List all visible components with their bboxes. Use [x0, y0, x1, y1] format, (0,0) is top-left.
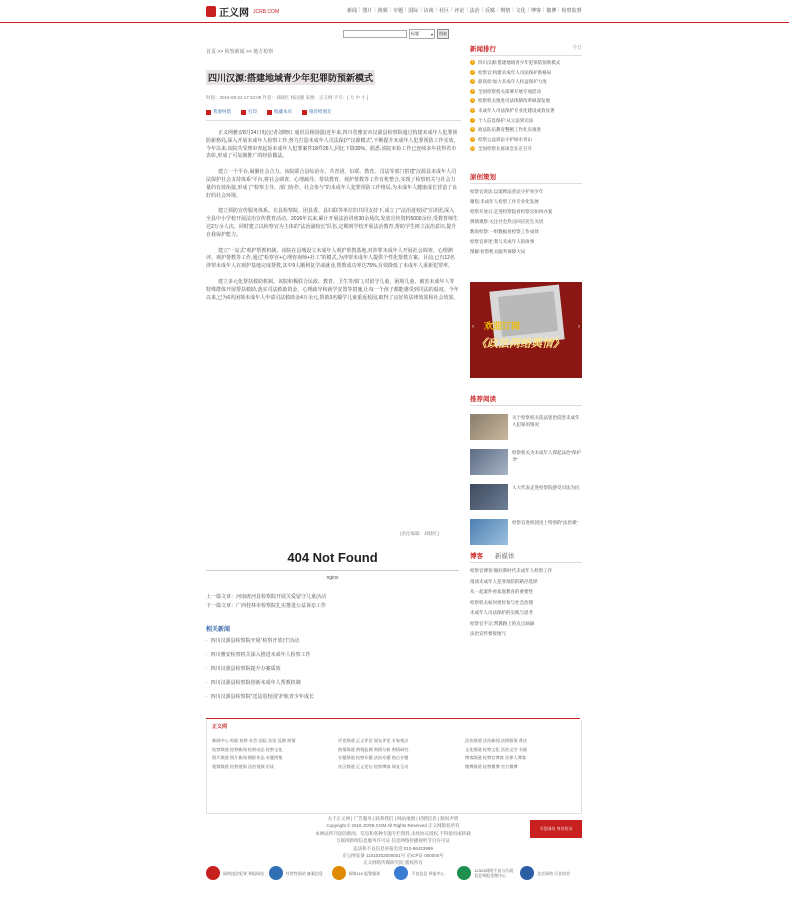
footer-info-line: 本网站所刊登的新闻、信息和各种专题专栏资料,未经协议授权,不得使用或转载	[315, 830, 471, 836]
rank-number-icon: 6	[471, 107, 474, 112]
footer-link-row[interactable]: 视频频道 检察视频 法治视频 访谈	[212, 763, 275, 769]
badge-text: 北京网络 行业协会	[536, 870, 571, 876]
nav-link[interactable]: 专题	[392, 8, 403, 14]
footer-info-line: Copyright © 2016 JCRB.COM All Rights Reserved 正义网版权所有	[326, 823, 460, 829]
footer-info-line: 互联网新闻信息服务许可证 信息网络传播视听节目许可证	[336, 838, 450, 844]
footer-badge[interactable]	[269, 866, 329, 880]
footer-link-row[interactable]: 博客频道 检察官博客 法律人博客	[465, 755, 526, 760]
header-divider	[0, 22, 789, 23]
planning-item[interactable]: 图解:检察机关服务保障大局	[470, 249, 526, 254]
reading-item-text: 关于检察机关依法惩治侵害未成年人犯罪的情况	[512, 415, 580, 427]
rank-number-icon: 3	[471, 79, 474, 84]
planning-item[interactable]: 检察官说法:以案释法普法守护青少年	[470, 189, 544, 194]
footer-column-3	[465, 737, 577, 771]
search-input[interactable]	[343, 30, 407, 38]
ranking-item[interactable]	[470, 96, 582, 106]
bullet-icon: ·	[206, 680, 208, 686]
badge-icon	[457, 866, 471, 880]
blog-item[interactable]: 法治宣传要接地气	[470, 631, 506, 636]
promo-line1: 欢迎订阅	[484, 321, 521, 331]
article-paragraph: 正义网雅安8月24日电(记者刘晓红 通讯员杨国强)近年来,四川省雅安市汉源县检察院通过构建未成年人犯罪预防新格局,深入开展未成年人检察工作,努力打造未成年人司法保护“汉源模式”,不断提升未成年人犯罪预防工作实效。今年以来,该院共受理审查起诉未成年人犯罪案件18件26人,同比下降30%。据悉,该院未检工作已连续多年获得省市表彰,形成了可复制推广的经验做法。	[206, 130, 459, 160]
report-error-button[interactable]: 我要纠错	[206, 109, 231, 115]
rank-number-icon: 5	[471, 98, 474, 103]
footer-link-row[interactable]: 社区频道 正义论坛 检察博客 网友互动	[338, 763, 409, 769]
related-news-item[interactable]	[206, 690, 314, 704]
ranking-item-text: 检察公益诉讼守护绿水青山	[478, 136, 532, 142]
footer-info-line[interactable]: 关于正义网 | 广告服务 | 联系我们 | 网站地图 | 招聘信息 | 版权声明	[327, 816, 459, 821]
share-button[interactable]: 推荐给朋友	[302, 109, 332, 115]
news-ranking	[470, 44, 582, 154]
nav-separator: |	[450, 7, 453, 13]
rank-number-icon: 2	[471, 69, 474, 74]
related-news-text: 四川汉源县检察院“送法进校园”护航青少年成长	[210, 694, 315, 700]
nav-link[interactable]: 检察监督	[561, 8, 582, 14]
search-type-select[interactable]	[409, 29, 435, 39]
rank-number-icon: 1	[471, 60, 474, 64]
badge-text: 网络违法犯罪 举报网站	[223, 870, 265, 876]
ranking-item-text: 未成年人司法保护专业化建设成效显著	[478, 107, 555, 113]
nav-link[interactable]: 舆情	[500, 8, 511, 14]
footer-logo: 正义网	[212, 724, 228, 730]
share-icon	[302, 110, 307, 115]
bullet-icon: ·	[206, 652, 208, 658]
ranking-item[interactable]	[470, 106, 582, 116]
bullet-icon: ·	[206, 694, 208, 700]
article-body	[206, 130, 459, 310]
article-paragraph: 建立多元化帮扶救助机制。该院积极联合民政、教育、卫生等部门,对留守儿童、困境儿童、被害未成年人等特殊群体开展帮扶救助,落实司法救助资金、心理疏导和就学安置等措施,让每一个孩子都能感受到司法的温度。今年以来,已为6名困境未成年人申请司法救助金4万余元,帮助3名辍学儿童重返校园,取得了良好的法律效果和社会效果。	[206, 278, 459, 301]
footer-column-1	[212, 737, 337, 771]
badge-text: 12321网络不良与垃圾信息举报受理中心	[474, 868, 514, 878]
planning-item[interactable]: 舆情观察:关注社会热点回应民生关切	[470, 219, 544, 224]
badge-text: 经营性网站 备案信息	[285, 870, 323, 876]
original-planning	[470, 172, 582, 257]
planning-header	[470, 172, 582, 184]
logo-icon	[206, 6, 216, 17]
nav-separator: |	[420, 7, 422, 13]
rank-number-icon: 4	[471, 88, 474, 93]
footer-link-row[interactable]: 图片频道 图片新闻 摄影作品 专题图集	[212, 755, 283, 760]
ranking-item-text: 全国检察长座谈会在京召开	[478, 146, 532, 152]
footer-info-line: 违法和不良信息举报电话:010-86423999	[353, 845, 433, 851]
ranking-item[interactable]	[470, 68, 582, 78]
bullet-icon: ·	[206, 638, 208, 644]
ranking-item[interactable]	[470, 135, 582, 145]
reading-thumbnail	[470, 484, 508, 510]
badge-text: 不良信息 举报中心	[411, 870, 445, 876]
ranking-item[interactable]	[470, 144, 582, 154]
blog-item[interactable]: 未成年人司法保护的实践与思考	[470, 610, 533, 615]
edit-icon	[206, 110, 211, 115]
nav-separator: |	[359, 7, 361, 13]
site-logo[interactable]	[206, 4, 279, 19]
footer-info-line: 京公网安备 11010202000001号 京ICP证 000000号	[342, 853, 444, 859]
search-button[interactable]: 搜索	[437, 29, 449, 39]
badge-icon	[269, 866, 283, 880]
article-paragraph: 建立“一站式”观护帮教机制。该院在县城设立未成年人观护帮教基地,对涉罪未成年人开展社会调查、心理测评、观护帮教等工作,通过“检察官+心理咨询师+社工”的模式,为涉罪未成年人提供个性化帮教方案。目前,已有12名涉罪未成年人在观护基地完成帮教,其中9人顺利复学或就业,帮教成功率达75%,有效降低了未成年人重新犯罪率。	[206, 247, 455, 270]
next-label: 下一篇文章：	[206, 603, 237, 609]
related-news-list	[206, 634, 314, 704]
logo-text: 正义网	[219, 8, 249, 19]
breadcrumb: 首页 >> 检察新闻 >> 地方检察	[206, 49, 274, 55]
tab-blog[interactable]: 博客	[470, 553, 483, 560]
ranking-title: 新闻排行	[470, 46, 496, 53]
ranking-item-text: 最高检:加大未成年人权益保护力度	[478, 79, 547, 85]
error-title: 404 Not Found	[287, 550, 378, 565]
prev-next-links	[206, 593, 326, 611]
footer-badge[interactable]	[394, 866, 454, 880]
responsible-editor: (责任编辑：刘晓红)	[400, 531, 439, 536]
nav-separator: |	[435, 7, 437, 13]
bullet-icon: ·	[206, 666, 208, 672]
nav-separator: |	[542, 7, 545, 13]
reading-thumbnail	[470, 449, 508, 475]
nav-link[interactable]: 国际	[408, 8, 419, 14]
ranking-item[interactable]	[470, 77, 582, 87]
rank-number-icon: 7	[471, 117, 474, 122]
nav-link[interactable]: 访谈	[423, 8, 434, 14]
rank-number-icon: 8	[471, 127, 474, 132]
nav-separator: |	[558, 7, 560, 13]
nav-separator: |	[527, 7, 529, 13]
footer-link-row[interactable]: 法治频道 法治新闻 法律服务 普法	[465, 738, 528, 743]
badge-icon	[520, 866, 534, 880]
article-paragraph: 建立一个平台,凝聚社会合力。该院联合县综治办、共青团、妇联、教育、司法等部门搭建“汉源县未成年人司法保护社会支持体系”平台,将社会调查、心理疏导、帮扶教育、观护帮教等工作有机整合,实现了检察机关与社会力量的有效衔接,形成了“检察主导、部门协作、社会参与”的未成年人犯罪预防工作格局,为未成年人健康成长营造了良好的社会环境。	[206, 169, 458, 199]
article-divider	[206, 120, 461, 121]
footer-badge[interactable]	[457, 866, 517, 880]
planning-item[interactable]: 检察官讲述:我与未成年人的故事	[470, 239, 535, 244]
subscription-banner[interactable]	[470, 282, 582, 378]
article-paragraph: 建立预防宣传服务体系。在县检察院、团县委、县妇联等单位的共同支持下,成立了“法治进校园”宣讲团,深入全县中小学校开展法治宣传教育活动。2016年以来,累计开展法治讲座30余场次,发放宣传资料5000余份,受教育师生达2万余人次。同时建立以检察官为主体的“法治副校长”队伍,定期到学校开展法治教育,帮助学生树立法治意识,提升自我保护能力。	[206, 208, 458, 238]
footer-link-row[interactable]: 专题频道 检察专题 法治专题 热点专题	[338, 755, 409, 760]
reading-item-text: 人大代表走进检察院感受司法为民	[512, 485, 580, 490]
reading-item[interactable]	[470, 449, 582, 476]
footer-divider	[206, 718, 580, 719]
trusted-site-badge[interactable]: 可信网站 身份验证	[530, 820, 582, 838]
promo-line2: 《政法网络舆情》	[476, 338, 564, 350]
nav-link[interactable]: 法治	[469, 8, 480, 14]
nav-link[interactable]: 博客	[530, 8, 541, 14]
nav-link[interactable]: 社区	[438, 8, 449, 14]
ranking-item-text: 个人信息保护:从立法到司法	[478, 117, 534, 123]
ranking-item-text: 四川汉源:搭建地域青少年犯罪防预新模式	[478, 60, 561, 65]
reading-item-text: 检察机关为未成年人撑起法治“保护伞”	[512, 450, 581, 462]
chevron-left-icon[interactable]: ‹	[472, 324, 474, 330]
blog-tabs	[470, 551, 582, 563]
footer-link-row[interactable]: 检察频道 检察新闻 检察动态 检察文化	[212, 746, 283, 752]
search-type-value: 标题	[411, 31, 419, 36]
error-divider	[206, 570, 459, 571]
nav-link[interactable]: 视频	[377, 8, 388, 14]
related-news-item[interactable]	[206, 648, 314, 662]
ranking-item[interactable]	[470, 58, 582, 68]
next-article-link[interactable]: 广西桂林市检察院扎实推进公益诉讼工作	[236, 603, 327, 609]
blog-item[interactable]: 检察官博客:做好新时代未成年人检察工作	[470, 568, 553, 573]
blog-item[interactable]: 检察机关如何更好参与社会治理	[470, 599, 533, 605]
ranking-item-text: 政法队伍教育整顿工作扎实推进	[478, 127, 541, 133]
badge-icon	[394, 866, 408, 880]
reading-item-text: 检察官进校园送上特别的“法治课”	[512, 520, 578, 525]
reading-item[interactable]	[470, 484, 582, 511]
error-server: nginx	[326, 575, 339, 581]
ranking-item-text: 检察官:构建未成年人司法保护新格局	[478, 69, 552, 75]
planning-item[interactable]: 数说检察:一组数据看检察工作成效	[470, 229, 539, 234]
nav-separator: |	[389, 7, 391, 13]
related-news-text: 四川汉源县检察院开展“检察开放日”活动	[210, 638, 300, 644]
footer-badge[interactable]	[332, 866, 392, 880]
reading-item[interactable]	[470, 414, 582, 441]
nav-link[interactable]: 图片	[362, 8, 373, 14]
nav-link[interactable]: 评论	[454, 8, 465, 14]
prev-article-link[interactable]: 河南唐河县检察院开展关爱留守儿童活动	[236, 594, 327, 600]
footer-link-row[interactable]: 新闻中心 时政 检察 社会 国际 法治 反腐 舆情	[212, 738, 296, 743]
article-title: 四川汉源:搭建地域青少年犯罪防预新模式	[206, 70, 375, 85]
related-news-item[interactable]	[206, 676, 314, 690]
ranking-item[interactable]	[470, 116, 582, 126]
prev-label: 上一篇文章：	[206, 594, 237, 600]
ranking-period-tab[interactable]: 今日	[571, 45, 582, 51]
related-news-text: 四川汉源县检察院提升办案质效	[210, 666, 281, 672]
nav-link[interactable]: 微博	[546, 8, 557, 14]
ranking-item[interactable]	[470, 125, 582, 135]
print-button[interactable]: 打印	[241, 109, 257, 115]
recommended-reading	[470, 394, 582, 546]
badge-text: 网络110 报警服务	[348, 870, 381, 876]
ranking-item-text: 全国检察机关部署开展专项活动	[478, 88, 541, 94]
print-icon	[241, 110, 246, 115]
badge-icon	[206, 866, 220, 880]
reading-item[interactable]	[470, 519, 582, 546]
footer-column-2	[338, 737, 463, 771]
reading-title: 推荐阅读	[470, 396, 496, 403]
nav-link[interactable]: 文化	[515, 8, 526, 14]
rank-number-icon: 10	[470, 146, 475, 151]
blog-item[interactable]: 从一起案件看家庭教育的重要性	[470, 589, 533, 594]
badge-icon	[332, 866, 346, 880]
nav-link[interactable]: 新闻	[347, 8, 358, 14]
blog-item[interactable]: 检察官手记:帮教路上的点点滴滴	[470, 620, 535, 626]
footer-link-row[interactable]: 微博频道 检察微博 官方微博	[465, 763, 518, 769]
related-news-text: 四川雅安检察机关深入推进未成年人检察工作	[210, 652, 311, 658]
article-toolbar	[206, 109, 332, 115]
tab-new-media[interactable]: 新媒体	[495, 553, 515, 560]
top-nav	[347, 7, 582, 14]
planning-item[interactable]: 检察开放日:走进检察院看检察官如何办案	[470, 209, 553, 214]
reading-thumbnail	[470, 414, 508, 440]
footer-badge[interactable]	[520, 866, 580, 880]
footer-badge[interactable]	[206, 866, 266, 880]
chevron-right-icon[interactable]: ›	[578, 324, 580, 330]
nav-separator: |	[481, 7, 483, 13]
nav-separator: |	[466, 7, 468, 13]
reading-header	[470, 394, 582, 406]
related-news-title: 相关新闻	[206, 627, 231, 633]
blog-item[interactable]: 漫谈未成年人犯罪预防的路径选择	[470, 578, 538, 584]
logo-sub: JCRB.COM	[253, 8, 280, 15]
search-bar	[343, 29, 449, 39]
nav-separator: |	[374, 7, 376, 13]
star-icon	[267, 110, 272, 115]
reading-thumbnail	[470, 519, 508, 545]
blog-section	[470, 551, 582, 640]
footer-link-row[interactable]: 文化频道 检察文化 法治文学 书画	[465, 746, 528, 752]
article-meta: 时间：2016-08-24 17:34:08 作者：刘晓红 杨国强 来源：正义网 字号：[ 大 中 小 ]	[206, 95, 369, 100]
related-news-item[interactable]	[206, 634, 314, 648]
nav-link[interactable]: 反腐	[484, 8, 495, 14]
related-news-text: 四川汉源县检察院创新未成年人帮教机制	[210, 680, 301, 686]
nav-separator: |	[496, 7, 499, 13]
footer-link-row[interactable]: 评论频道 正义评论 网友评论 专家观点	[338, 738, 409, 743]
related-news-item[interactable]	[206, 662, 314, 676]
planning-title: 原创策划	[470, 174, 496, 181]
bookmark-button[interactable]: 收藏本页	[267, 109, 292, 115]
footer-link-row[interactable]: 舆情频道 舆情监测 舆情分析 舆情研究	[338, 746, 409, 752]
nav-separator: |	[512, 7, 514, 13]
ranking-header	[470, 44, 582, 56]
footer-info	[206, 815, 580, 867]
footer-info-line: 正义网络传媒研究院 版权所有	[363, 860, 423, 866]
planning-item[interactable]: 聚焦:未成年人检察工作专业化发展	[470, 199, 539, 204]
ranking-item-text: 检察机关推进司法体制改革纵深发展	[478, 98, 550, 104]
chevron-down-icon: ▾	[430, 31, 433, 37]
nav-separator: |	[405, 7, 407, 13]
rank-number-icon: 9	[471, 136, 474, 141]
ranking-item[interactable]	[470, 87, 582, 97]
footer-badges	[206, 866, 580, 880]
